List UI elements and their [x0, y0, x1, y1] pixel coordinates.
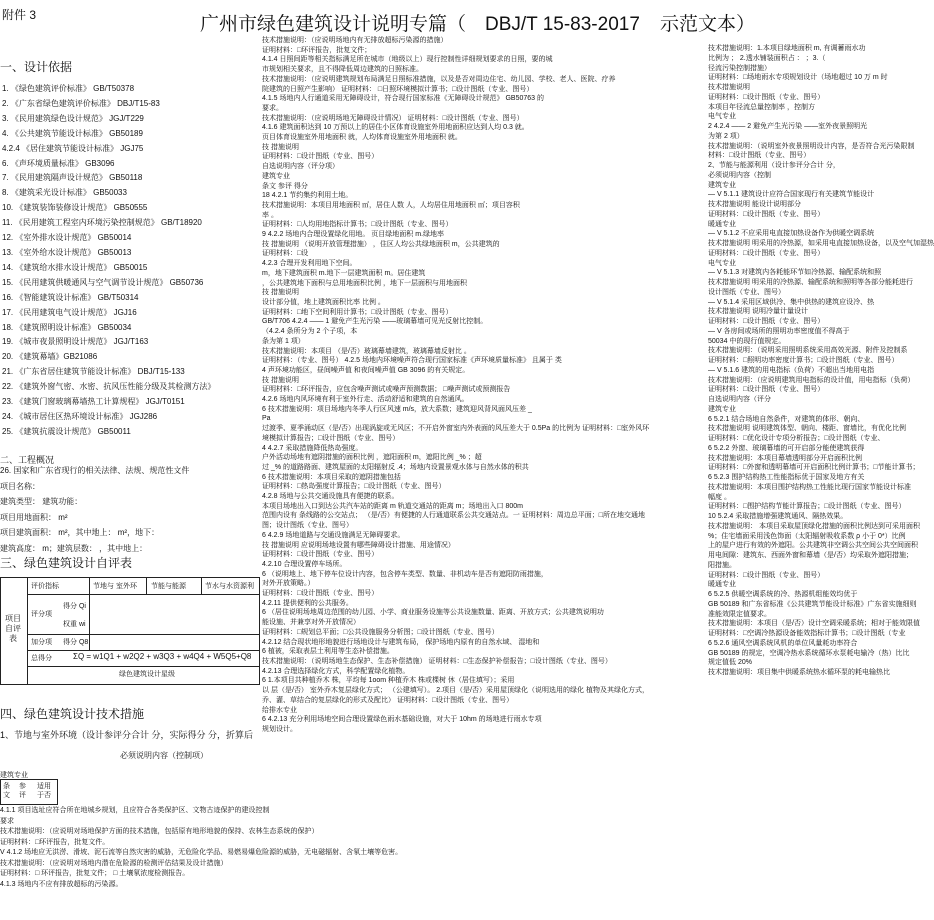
right-text-line: 技术措施说明：本项目（是/否）设计空调采暖系统；相对于能效限值 [708, 620, 920, 628]
middle-text-line: 6 4.2.9 场地道路与交通设施满足无障碍要求。 [262, 531, 405, 539]
right-text-line: 50034 中的现行值规定。 [708, 337, 786, 345]
reference-item: 4.2.4 《居住建筑节能设计标准》 JGJ75 [2, 143, 144, 153]
right-text-line: 电气专业 [708, 259, 736, 267]
reference-item: 4. 《公共建筑节能设计标准》 GB50189 [2, 128, 143, 138]
right-text-line: 技术措施说明： 本项目采取屋顶绿化措施的面积比例达到可采用面积 [708, 522, 920, 530]
middle-text-line: 率 。 [262, 211, 278, 219]
middle-text-line: 技术措施说明：（应说明场地无障碍设计情况） 证明材料：□设计图纸（专业、图号） [262, 114, 524, 122]
right-text-line: 2 4.2.4 —— 2 避免产生光污染 ——室外夜景照明光 [708, 123, 868, 130]
total-score-formula: ΣQ = w1Q1 + w2Q2 + w3Q3 + w4Q4 + W5Q5+Q8 [73, 652, 252, 661]
land-control-line: 证明材料：□环评报告，批复文件。 [0, 838, 110, 846]
right-text-line: 技术措施说明 说明建筑体型、朝向、楼距、窗墙比，有优化比例 [708, 425, 906, 433]
project-info-line: 项目名称： [0, 481, 40, 491]
middle-text-line: 自选说明内容（评分项） [262, 163, 339, 171]
middle-text-line: 9 4.2.2 场地内合理设置绿化用地。 页目绿地面积 m.绿地率 [262, 231, 445, 239]
reference-item: 20. 《建筑幕墙》GB21086 [2, 352, 98, 362]
middle-text-line: 图；设计图纸（专业、图号） [262, 522, 353, 530]
right-text-line: 技术措施说明 [708, 84, 750, 91]
right-text-line: — V 5.1.3 对建筑内各耗能环节如冷热源、输配系统和照 [708, 269, 882, 277]
table-header-land: 节地与 室外环 [93, 583, 137, 590]
middle-text-line: 本项目场地出入口到达公共汽车站的距离 m 轨道交通站的距离 m；场地出入口 800m [262, 502, 523, 510]
project-info [0, 463, 260, 563]
mini-col-participate: 参评 [19, 783, 26, 799]
table-header-energy: 节能与能源 [151, 583, 186, 590]
middle-text-line: 6 （居住说明场地周边范围的幼儿园、小学、商业服务设施等公共设施数量、距离、开放方式；公共建筑说明功 [262, 609, 604, 617]
right-text-line: 建筑专业 [708, 405, 736, 413]
middle-text-line: 4.2.13 合理选择绿化方式，科学配置绿化植物。 [262, 667, 410, 675]
middle-text-line: 6 1.本项目共种植乔木 株，平均每 1oom 种植乔木 株或棵树 休（居住填写）；采用 [262, 677, 515, 685]
middle-text-line: 证明材料：□设计图纸（专业、图号） [262, 153, 379, 161]
middle-text-line: 技术措施说明：本项目用地面积 ㎡，居住人数 人，人均居住用地面积 ㎡；项目容积 [262, 201, 520, 209]
right-text-line: 材料：□设计图纸（专业、图号） [708, 152, 811, 160]
section-project-overview: 二、工程概况 [0, 455, 55, 465]
criterion-mini-table [0, 779, 58, 805]
right-text-line: 为第 2 项） [708, 132, 744, 140]
right-text-line: 6 5.2.5 供暖空调系统的冷、热源机组能效均优于 [708, 591, 858, 598]
reference-item: 22. 《建筑外窗气密、水密、抗风压性能分级及其检测方法》 [2, 382, 216, 392]
self-evaluation-table [0, 577, 260, 685]
right-text-line: 本项目年径流总量控制率 ，控制方 [708, 103, 815, 111]
middle-text-line: 技术措施说明：本项目 （是/否）玻璃幕墙建筑，玻璃幕墙反射比 。 [262, 347, 471, 355]
project-info-line: 项目用地面积： m² [0, 512, 68, 522]
middle-column-text [262, 36, 706, 920]
right-text-line: 上的屋户进行有效的外遮阳。公共建筑非空调公共空间公共空间面积 [708, 542, 918, 550]
reference-item: 21. 《广东省居住建筑节能设计标准》 DBJ/T15-133 [2, 367, 185, 377]
right-text-line: 证明材料：□围护结构节能计算报告；□设计图纸（专业、图号） [708, 503, 906, 511]
middle-text-line: Pa [262, 415, 271, 423]
middle-text-line: 证明材料：□设计图纸（专业、图号） [262, 551, 379, 559]
right-text-line: %；住宅墙面采用浅色饰面（太阳辐射吸收系数 ρ 小于 0*）比例 [708, 532, 906, 540]
middle-text-line: 4 4.2.7 采取措施降低热岛强度。 [262, 444, 363, 452]
section-technical-measures: 四、绿色建筑设计技术措施 [0, 707, 145, 721]
middle-text-line: 4.2.10 合理设置停车场所。 [262, 560, 347, 568]
reference-list [2, 82, 260, 462]
title-suffix: 示范文本） [660, 14, 756, 35]
reference-item: 13. 《室外给水设计规范》 GB50013 [2, 247, 132, 257]
reference-item: 2. 《广东省绿色建筑评价标准》 DBJ/T15-83 [2, 98, 160, 108]
right-text-line: GB 50189 和广东省标准《公共建筑节能设计标准》广东省实施细则 [708, 600, 917, 608]
middle-text-line: ，公共建筑地下面积与总用地面积比例 ，地下一层面积与用地面积 [262, 279, 467, 287]
middle-text-line: 技 措施说明 [262, 143, 299, 151]
right-text-line: 建筑专业 [708, 181, 736, 189]
right-text-line: 规定值低 20% [708, 659, 752, 667]
row-total: 总得分 [31, 655, 52, 662]
middle-text-line: 证明材料：□人均用地指标计算书；□设计图纸（专业、图号） [262, 221, 453, 229]
land-control-line: 技术措施说明：（应说明对场地内潜在危险源的检测评估结果及设计措施） [0, 859, 228, 867]
land-control-line: 4.1.3 场地内不应有排放超标的污染源。 [0, 880, 123, 888]
land-control-line: 4.1.1 项目选址应符合所在地城乡规划，且应符合各类保护区、文物古迹保护的建设控制 [0, 807, 270, 814]
reference-item: 23. 《建筑门窗玻璃幕墙热工计算规程》 JGJ/T0151 [2, 397, 185, 407]
right-text-line: — V 5.1.1 建筑设计应符合国家现行有关建筑节能设计 [708, 191, 875, 199]
right-text-line: 2、节能与能源利用（设计参评分合计 分， [708, 162, 840, 169]
project-info-line: 建筑类型： 建筑功能： [0, 497, 83, 506]
right-text-line: 用电间隙：建筑东、西面外窗和幕墙（是/否）均采取外遮阳措施； [708, 552, 913, 559]
right-text-line: 暖通专业 [708, 581, 736, 589]
project-info-line: 建筑高度： m；建筑层数： ，其中地上： [0, 543, 148, 553]
middle-text-line: 6 （说明地上、地下停车位设计内容，包含停车类型、数量、非机动车是否有遮阳防雨措施， [262, 570, 548, 578]
right-text-line: 技术措施说明 明采用的冷热源、输配系统和照明等各部分能耗进行 [708, 279, 913, 286]
right-text-line: 6 5.2.6 通风空调系统风机的单位风量耗功率符合 [708, 639, 858, 647]
right-text-line: 6 5.2.3 围护结构热工性能指标优于国家及地方有关 [708, 474, 865, 481]
middle-text-line: 技 措施说明 （说明开放管理措施） ，住区人均公共绿地面积 m，公共建筑的 [262, 240, 500, 248]
middle-text-line: 给排水专业 [262, 706, 297, 714]
middle-text-line: 过 _% 的道路路面、建筑屋面的太阳辐射反 .4；场地内设置景观水体与自然水体的积共 [262, 463, 529, 471]
middle-text-line: 6 技术措施说明：项目场地内冬季人行区风速 m/s，放大系数；建筑迎风背风面风压差 _ [262, 405, 532, 413]
reference-item: 14. 《建筑给水排水设计规范》 GB50015 [2, 262, 148, 272]
middle-text-line: 市规划相关要求，且不得降低周边建筑的日照标准。 [262, 66, 423, 74]
right-text-line: 径流污染控制措施） [708, 64, 771, 72]
middle-text-line: 6 技术措施说明：本项目采取的遮阴措施包括 [262, 473, 401, 481]
middle-text-line: 范围内设有 条线路的公交站点； （是/否）有便捷的人行通道联系公共交通站点。一 证明材料：周边总平面；□所在地交通地 [262, 512, 646, 520]
reference-item: 8. 《建筑采光设计标准》 GB50033 [2, 188, 127, 198]
middle-text-line: 对外开放策略。） [262, 580, 315, 588]
middle-text-line: 条文 参评 得分 [262, 182, 308, 190]
project-info-line: 项目建筑面积： m²，其中地上： m²，地下： [0, 528, 160, 537]
middle-text-line: 4.1.4 日照间距等相关指标满足所在城市（地级以上）现行控制性详细规划要求的日照，要的城 [262, 56, 553, 64]
right-text-line: 技术措施说明：1.本项目绿地面积 m, 有调蓄雨水功 [708, 45, 866, 52]
land-control-line: 证明材料：□ 环评报告，批复文件； □ 土壤氡浓度检测报告。 [0, 870, 190, 877]
right-text-line: 证明材料：□设计图纸（专业、图号） [708, 386, 825, 394]
middle-text-line: 4.2.11 提供便利的公共服务。 [262, 599, 353, 607]
middle-text-line: 证明材料：□热岛强度计算报告；□设计图纸（专业、图号） [262, 483, 446, 491]
mandatory-heading: 必须说明内容（控制项） [120, 751, 208, 760]
project-info-line: 26. 国家和广东省现行的相关法律、法规、规范性文件 [0, 466, 190, 475]
row-score-items: 评分项 [31, 611, 52, 618]
right-text-line: GB 50189 的规定，空调冷热水系统循环水泵耗电输冷（热）比比 [708, 649, 910, 657]
land-control-line: 要求 [0, 817, 14, 825]
right-text-line: 阳措施。 [708, 561, 736, 569]
reference-item: 6. 《声环境质量标准》 GB3096 [2, 158, 115, 168]
right-text-line: 技术措施说明 能设计说明部分 [708, 201, 801, 208]
middle-text-line: 乔、灌、草结合的复层绿化的形式及配比） 证明材料：□设计图纸（专业、图号） [262, 696, 514, 704]
middle-text-line: 能设施、并兼享对外开放情况） [262, 619, 360, 627]
right-text-line: 技术措施说明：本项目幕墙透明部分开启面积比例 [708, 454, 862, 462]
middle-text-line: 技 措施说明 [262, 376, 299, 384]
right-text-line: 技术措施说明：项目集中供暖系统热水循环泵的耗电输热比 [708, 669, 890, 676]
right-text-line: 6 5.2.2 外窗、玻璃幕墙的可开启部分能使建筑获得 [708, 444, 865, 452]
middle-text-line: 证明材料：□环评报告，批复文件； [262, 46, 372, 54]
mini-col-applicable: 适用于否 [37, 783, 51, 799]
page-title: 广州市绿色建筑设计说明专篇（ [200, 14, 467, 35]
reference-item: 7. 《民用建筑隔声设计规范》 GB50118 [2, 173, 143, 183]
right-text-line: 证明材料：□优化设计专项分析报告；□设计图纸（专业、 [708, 435, 885, 442]
middle-text-line: 证明材料：□规划总平面；□公共设施服务分析图；□设计图纸（专业、图号） [262, 628, 499, 636]
table-side-label: 项目自评表 [5, 614, 21, 643]
row-bonus: 加分项 [31, 639, 52, 646]
right-text-line: 技术措施说明：（应说明建筑用电指标的设计值，用电指标（负荷） [708, 376, 915, 384]
middle-text-line: 证明材料：（专业、图号） 4.2.5 场地内环境噪声符合现行国家标准《声环境质量标准》 且属于 类 [262, 357, 562, 365]
row-score-q8: 得分 Q8 [63, 639, 89, 646]
right-text-line: — V 各房间或场所的照明功率密度值不得高于 [708, 327, 850, 335]
right-text-line: 幅度 。 [708, 493, 731, 501]
right-text-line: 技术措施说明：（说明室外夜景照明设计内容，是否符合光污染限制 [708, 142, 915, 150]
right-text-line: 证明材料：□设计图纸（专业、图号） [708, 249, 825, 257]
right-text-line: 证明材料：□场地雨水专项规划设计（场地超过 10 万 m 时 [708, 74, 888, 82]
middle-text-line: 4.2.8 场地与公共交通设施具有便捷的联系。 [262, 493, 399, 501]
right-text-line: 证明材料：□外窗和透明幕墙可开启面积比例计算书；□节能计算书； [708, 464, 920, 472]
star-level-label: 绿色建筑设计星级 [119, 671, 175, 678]
middle-text-line: 技术措施说明：（应说明场地内有无排放超标污染源的措施） [262, 37, 448, 44]
middle-text-line: 证明材料：□设计图纸（专业、图号） [262, 590, 379, 598]
annex-label: 附件 3 [2, 8, 37, 22]
land-control-line: 技术措施说明：（应说明对场地保护方面的技术措施，包括原有地形地貌的保持、农林生态系统的保护） [0, 828, 319, 835]
row-score-qi: 得分 Qi [63, 603, 86, 610]
row-weight-wi: 权重 wi [63, 621, 86, 628]
middle-text-line: 4.2.6 场地内风环境有利于室外行走、活动舒适和建筑的自然通风。 [262, 396, 469, 404]
right-text-line: — V 5.1.2 不应采用电直接加热设备作为供暖空调系统 [708, 230, 875, 238]
middle-text-line: 4.1.5 场地内人行通道采用无障碍设计，符合现行国家标准《无障碍设计规范》 GB50763 的 [262, 95, 544, 103]
standard-code: DBJ/T 15-83-2017 [485, 14, 640, 35]
right-text-line: 自选说明内容（评分 [708, 396, 771, 403]
reference-item: 17. 《民用建筑电气设计规范》 JGJ16 [2, 307, 137, 317]
middle-text-line: 6 4.2.13 充分利用场地空间合理设置绿色雨水基础设施，对大于 10hm 的场地进行雨水专项 [262, 716, 542, 724]
middle-text-line: 6 植被，采取表层土利用等生态补偿措施。 [262, 648, 394, 656]
middle-text-line: 证明材料：□环评报告，应包含噪声测试或噪声预测数据； □噪声测试或预测报告 [262, 386, 511, 394]
middle-text-line: 条为第 1 项） [262, 337, 305, 345]
middle-text-line: 境模拟计算报告；□设计图纸（专业、图号） [262, 434, 400, 442]
section-design-basis: 一、设计依据 [0, 60, 73, 74]
land-control-line: V 4.1.2 场地应无洪涝、滑坡、泥石流等自然灾害的威胁，无危险化学品、易燃易爆危险源的威胁，无电磁辐射、含氡土壤等危害。 [0, 849, 403, 856]
table-header-indicator: 评价指标 [31, 583, 59, 590]
middle-text-line: 规划设计。 [262, 725, 297, 733]
reference-item: 11. 《民用建筑工程室内环境污染控制规范》 GB/T18920 [2, 218, 202, 228]
right-text-line: 必须说明内容（控制 [708, 171, 771, 179]
middle-text-line: 设计部分值，地上建筑面积比率 比例 。 [262, 298, 385, 306]
middle-text-line: 要求。 [262, 104, 283, 112]
right-text-line: 比例为 ； 2.透水铺装面积占 ： ；3.（ [708, 54, 826, 62]
middle-text-line: 以 层（是/否） 室外乔木复层绿化方式； （公建填写）。 2.项目（是/否）采用屋顶绿化（说明选用的绿化 植物及其绿化方式， [262, 687, 649, 695]
right-text-line: 技术措施说明：本项目围护结构热工性能比现行国家节能设计标准 [708, 483, 911, 491]
building-discipline-label: 建筑专业 [0, 772, 28, 779]
middle-text-line: 建筑专业 [262, 172, 290, 180]
middle-text-line: 页目体育设施室外用地面积 就，人均体育设施室外用地面积 就。 [262, 134, 462, 142]
middle-text-line: GB/T706 4.2.4 —— 1 避免产生光污染 ——玻璃幕墙可见光反射比控制。 [262, 318, 488, 326]
reference-item: 16. 《智能建筑设计标准》 GB/T50314 [2, 292, 139, 302]
right-text-line: 电气专业 [708, 113, 736, 121]
reference-item: 12. 《室外排水设计规范》 GB50014 [2, 233, 132, 243]
right-text-line: 证明材料：□照明功率密度计算书；□设计图纸（专业、图号） [708, 357, 899, 364]
middle-text-line: 技 措施说明 [262, 289, 299, 297]
reference-item: 1. 《绿色建筑评价标准》 GB/T50378 [2, 84, 135, 93]
middle-text-line: 4.1.6 建筑面积达到 10 万预以上的居住小区体育设施室外用地面积应达到人均 0.3 就。 [262, 124, 529, 132]
right-text-line: 技术措施说明 说明冷量计量设计 [708, 308, 808, 316]
middle-text-line: 院建筑的日照产生影响） 证明材料： □日照环境模拟计算书；□设计图纸（专业、图号） [262, 85, 534, 93]
right-column-text [708, 44, 934, 920]
mini-col-clause: 条文 [3, 783, 10, 799]
middle-text-line: （4.2.4 条所分为 2 个子项，本 [262, 328, 358, 336]
right-text-line: — V 5.1.4 采用区域供冷、集中供热的建筑应设冷、热 [708, 298, 875, 306]
right-text-line: 证明材料：□设计图纸（专业、图号） [708, 93, 825, 101]
right-text-line: 暖通专业 [708, 220, 736, 228]
middle-text-line: 技术措施说明：（应说明建筑规划布局满足日照标准措施，以及是否对周边住宅、幼儿园、学校、老人、医院、疗养 [262, 75, 616, 83]
middle-text-line: m，地下建筑面积 m.地下一层建筑面积 m。居住建筑 [262, 269, 426, 277]
reference-item: 18. 《建筑照明设计标准》 GB50034 [2, 322, 132, 332]
middle-text-line: 4.2.3 合理开发利用地下空间。 [262, 260, 357, 268]
right-text-line: 证明材料：□设计图纸（专业、图号） [708, 318, 825, 325]
middle-text-line: 证明材料：□地下空间利用计算书；□设计图纸（专业、图号） [262, 308, 453, 316]
right-text-line: 技术措施说明 明采用的冷热源，如采用电直接加热设备，以及空气加湿热 [708, 240, 934, 247]
right-text-line: 6 5.2.1 结合场地自然条件，对建筑的体形、朝向、 [708, 415, 865, 423]
middle-text-line: 户外活动场地有遮阴措施的面积比例 ，遮阳面积 m，遮阳比例 _% ；超 [262, 454, 482, 462]
subsection-land-outdoor: 1、节地与室外环境（设计参评分合计 分，实际得分 分，折算后 [0, 730, 254, 740]
right-text-line: 准能效限定值要求。 [708, 610, 771, 618]
land-control-items [0, 806, 403, 920]
right-text-line: 设计图纸（专业、图号） [708, 288, 785, 296]
middle-text-line: 证明材料：□设 [262, 250, 309, 258]
middle-text-line: 4.2.12 结合现状地形地貌进行场地设计与建筑布局， 保护场地内原有的自然水域、 湿地和 [262, 638, 540, 646]
section-self-evaluation: 三、绿色建筑设计自评表 [0, 556, 133, 570]
right-text-line: — V 5.1.6 建筑的用电指标（负荷）不超出当地用电指 [708, 366, 875, 374]
middle-text-line: 过渡季、夏季涌动区（是/否）出现涡旋或无风区；不开启外窗室内外表面的风压差大于 0.5Pa 的比例为 证明材料：□室外风环 [262, 425, 650, 433]
right-text-line: 技术措施说明：（说明采用照明系统采用高效光源、附件及控制系 [708, 347, 908, 355]
right-text-line: 10 5.2.4 采取措施增强建筑通风、隔热效果。 [708, 513, 848, 520]
reference-item: 15. 《民用建筑供暖通风与空气调节设计规范》 GB50736 [2, 277, 204, 287]
reference-item: 25. 《建筑抗震设计规范》 GB50011 [2, 426, 131, 436]
right-text-line: 证明材料：□设计图纸（专业、图号） [708, 571, 825, 579]
right-text-line: 证明材料：□空调冷热源设备能效指标计算书；□设计图纸（专业 [708, 630, 906, 637]
reference-item: 10. 《建筑装饰装修设计规范》 GB50555 [2, 203, 148, 213]
middle-text-line: 技术措施说明：（说明场地生态保护、生态补偿措施） 证明材料：□生态保护补偿报告；□设计图纸（专业、图号） [262, 658, 612, 665]
middle-text-line: 技 措施说明 应说明场地设置有哪些障碍设计措施、用途情况） [262, 541, 455, 549]
reference-item: 19. 《城市夜景照明设计规范》 JGJ/T163 [2, 337, 149, 347]
middle-text-line: 4 声环境功能区，昼间噪声值 和夜间噪声值 GB 3096 的有关规定。 [262, 366, 470, 374]
reference-item: 3. 《民用建筑绿色设计规范》 JGJ/T229 [2, 113, 144, 123]
reference-item: 24. 《城市居住区热环境设计标准》 JGJ286 [2, 411, 158, 421]
table-header-water: 节水与水资源利 [205, 583, 254, 590]
right-text-line: 证明材料：□设计图纸（专业、图号） [708, 210, 825, 218]
middle-text-line: 18 4.2.1 节约集约利用土地。 [262, 192, 353, 200]
